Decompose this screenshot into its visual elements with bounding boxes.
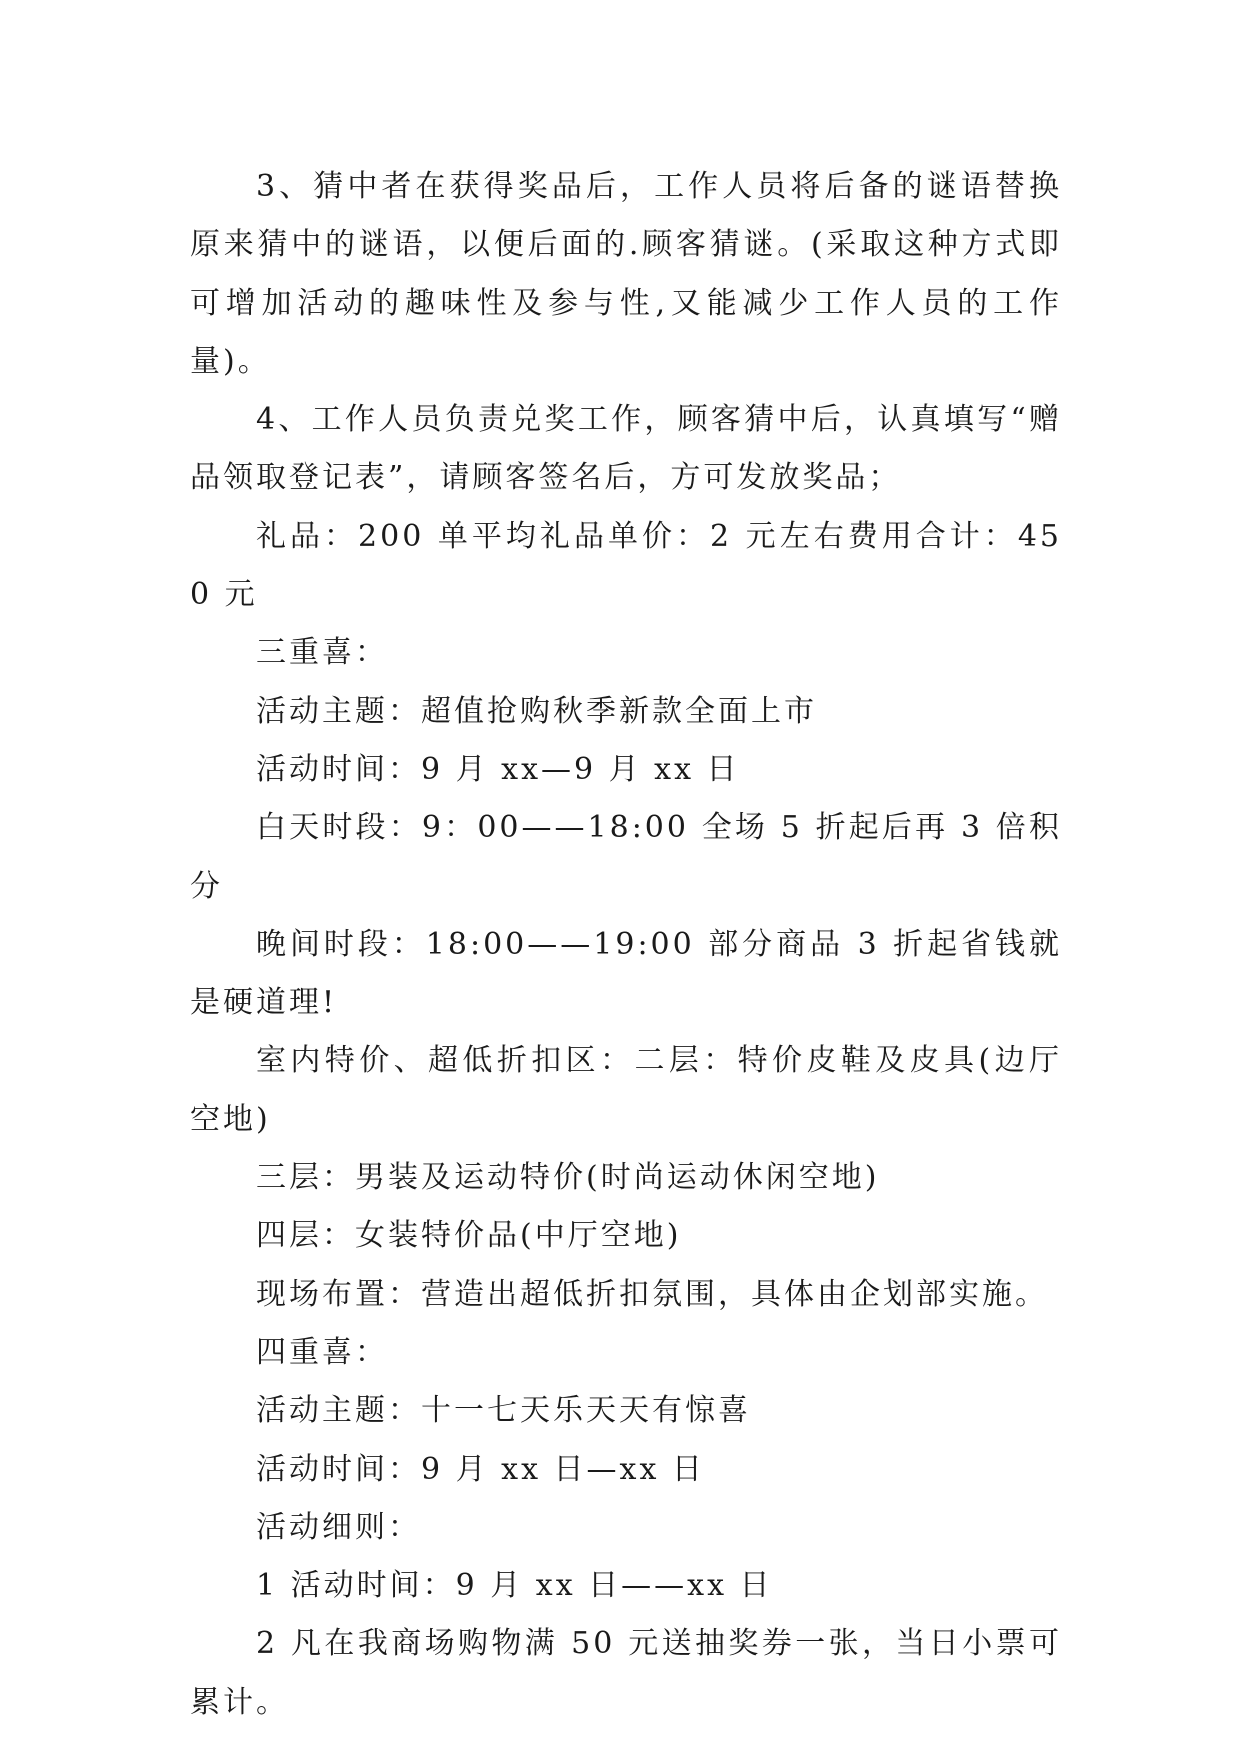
heading-third-event: 三重喜： <box>256 635 388 671</box>
heading-event-rules: 活动细则： <box>256 1509 421 1545</box>
paragraph-floor4: 四层：女装特价品(中厅空地) <box>256 1218 682 1254</box>
document-body <box>190 158 1062 1732</box>
heading-fourth-event: 四重喜： <box>256 1334 388 1370</box>
paragraph-event-time-2: 活动时间：9 月 xx 日—xx 日 <box>256 1451 705 1487</box>
paragraph-gift-cost: 礼品：200 单平均礼品单价：2 元左右费用合计：450 元 <box>190 518 1062 613</box>
paragraph-event-time: 活动时间：9 月 xx—9 月 xx 日 <box>256 751 740 787</box>
paragraph-daytime-period: 白天时段：9：00——18:00 全场 5 折起后再 3 倍积分 <box>190 810 1062 904</box>
paragraph-riddle-replace: 3、猜中者在获得奖品后，工作人员将后备的谜语替换原来猜中的谜语，以便后面的.顾客猜谜。(采取这种方式即可增加活动的趣味性及参与性,又能减少工作人员的工作量)。 <box>190 169 1062 379</box>
paragraph-event-theme: 活动主题：超值抢购秋季新款全面上市 <box>256 693 817 729</box>
paragraph-event-theme-2: 活动主题：十一七天乐天天有惊喜 <box>256 1393 751 1429</box>
paragraph-discount-area-floor2: 室内特价、超低折扣区：二层：特价皮鞋及皮具(边厅空地) <box>190 1043 1062 1137</box>
paragraph-rule-1: 1 活动时间：9 月 xx 日——xx 日 <box>256 1568 773 1604</box>
paragraph-floor3: 三层：男装及运动特价(时尚运动休闲空地) <box>256 1160 880 1196</box>
paragraph-prize-redeem: 4、工作人员负责兑奖工作，顾客猜中后，认真填写“赠品领取登记表”，请顾客签名后，方可发放奖品； <box>190 402 1062 496</box>
paragraph-evening-period: 晚间时段：18:00——19:00 部分商品 3 折起省钱就是硬道理! <box>190 926 1062 1021</box>
paragraph-rule-2: 2 凡在我商场购物满 50 元送抽奖券一张，当日小票可累计。 <box>190 1626 1062 1720</box>
paragraph-site-setup: 现场布置：营造出超低折扣氛围，具体由企划部实施。 <box>256 1276 1048 1312</box>
